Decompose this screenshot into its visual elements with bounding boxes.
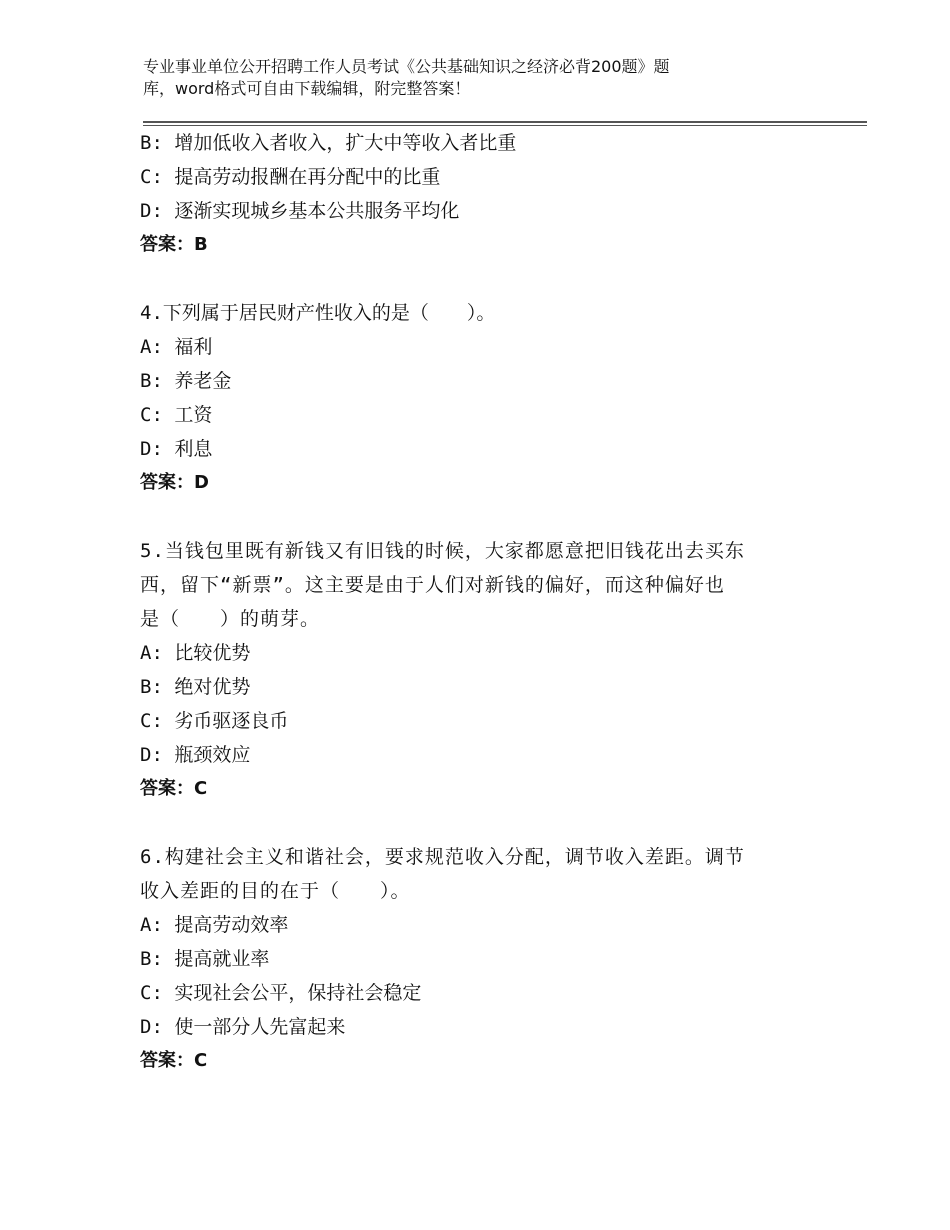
q3-option-b: B: 增加低收入者收入，扩大中等收入者比重 [140, 132, 517, 154]
q6-option-a: A: 提高劳动效率 [140, 914, 289, 936]
q4-option-b: B: 养老金 [140, 370, 232, 392]
q6-option-b: B: 提高就业率 [140, 948, 270, 970]
document-header [143, 56, 783, 100]
q5-answer: 答案：C [140, 778, 208, 799]
q6-question-line-1: 6.构建社会主义和谐社会，要求规范收入分配，调节收入差距。调节 [140, 846, 745, 868]
spacer [140, 806, 820, 840]
q5-question-line-3: 是（ ）的萌芽。 [140, 608, 321, 630]
q4-answer: 答案：D [140, 472, 209, 493]
header-line-2: 库，word格式可自由下载编辑，附完整答案！ [143, 79, 471, 98]
q3-answer: 答案：B [140, 234, 208, 255]
spacer [140, 500, 820, 534]
q6-question-line-2: 收入差距的目的在于（ ）。 [140, 880, 411, 902]
q5-option-c: C: 劣币驱逐良币 [140, 710, 289, 732]
q6-option-d: D: 使一部分人先富起来 [140, 1016, 346, 1038]
q3-option-d: D: 逐渐实现城乡基本公共服务平均化 [140, 200, 460, 222]
q5-question-line-2: 西，留下“新票”。这主要是由于人们对新钱的偏好，而这种偏好也 [140, 574, 725, 596]
header-line-1: 专业事业单位公开招聘工作人员考试《公共基础知识之经济必背200题》题 [143, 57, 670, 76]
q4-option-c: C: 工资 [140, 404, 213, 426]
q4-option-d: D: 利息 [140, 438, 213, 460]
q6-answer: 答案：C [140, 1050, 208, 1071]
q4-option-a: A: 福利 [140, 336, 213, 358]
q5-option-d: D: 瓶颈效应 [140, 744, 251, 766]
q3-option-c: C: 提高劳动报酬在再分配中的比重 [140, 166, 441, 188]
spacer [140, 262, 820, 296]
q5-option-a: A: 比较优势 [140, 642, 251, 664]
header-rule-thick [143, 121, 867, 123]
q4-question: 4.下列属于居民财产性收入的是（ ）。 [140, 302, 496, 324]
q5-option-b: B: 绝对优势 [140, 676, 251, 698]
q5-question-line-1: 5.当钱包里既有新钱又有旧钱的时候，大家都愿意把旧钱花出去买东 [140, 540, 745, 562]
q6-option-c: C: 实现社会公平，保持社会稳定 [140, 982, 422, 1004]
question-list [140, 126, 820, 1078]
